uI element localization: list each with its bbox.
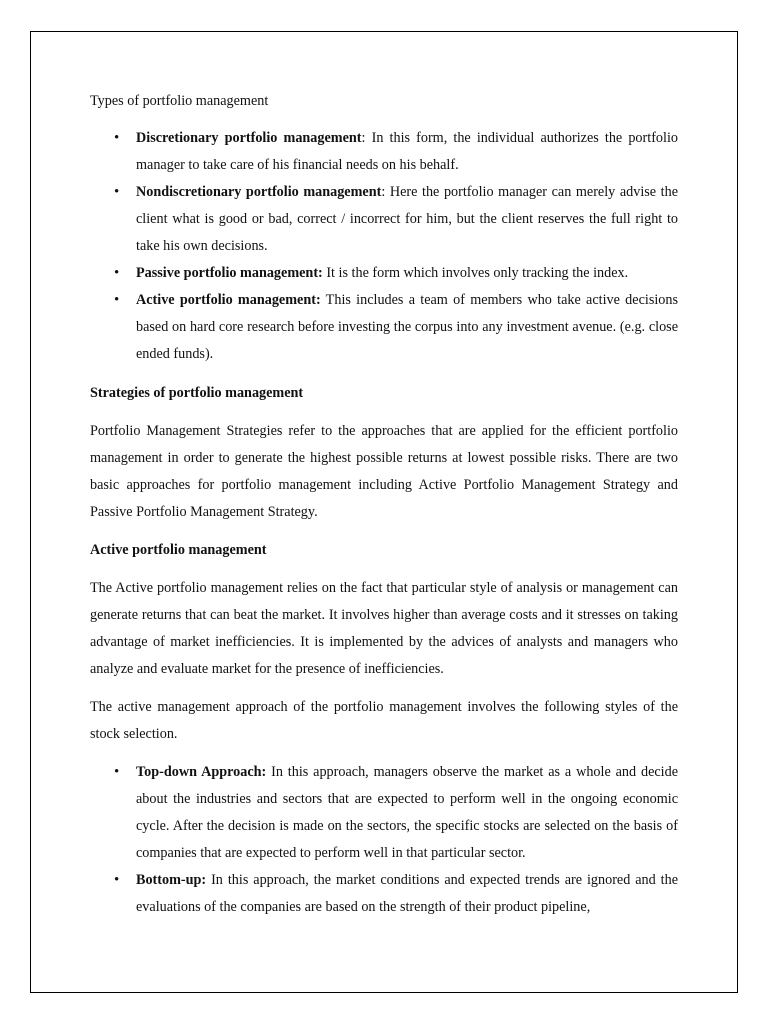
strategies-paragraph: Portfolio Management Strategies refer to the approaches that are applied for the efficient portfolio management in order to generate the highest possible returns at lowest possible risks. There are two basic approaches for portfolio management including Active Portfolio Management Strategy and Passive Portfolio Management Strategy. <box>90 423 678 520</box>
list-item-term: Discretionary portfolio management <box>136 130 362 146</box>
section-title: Types of portfolio management <box>90 93 269 109</box>
active-paragraph-1: The Active portfolio management relies on the fact that particular style of analysis or management can generate returns that can beat the market. It involves higher than average costs and it stresses on taking advantage of market inefficiencies. It is implemented by the advices of analysts and managers who analyze and evaluate market for the presence of inefficiencies. <box>90 580 678 677</box>
types-list <box>90 125 678 368</box>
list-item-text: Here the portfolio manager can merely advise the client what is good or bad, correct / incorrect for him, but the client reserves the full right to take his own decisions. <box>136 184 678 254</box>
list-item-sep: : <box>361 130 366 146</box>
active-heading: Active portfolio management <box>90 542 267 558</box>
styles-list <box>90 759 678 921</box>
list-item <box>136 759 678 867</box>
strategies-heading: Strategies of portfolio management <box>90 385 304 401</box>
list-item-text: It is the form which involves only tracking the index. <box>322 265 629 281</box>
list-item-sep: : <box>381 184 386 200</box>
list-item <box>136 867 678 921</box>
list-item-term: Nondiscretionary portfolio management <box>136 184 382 200</box>
list-item-text: This includes a team of members who take active decisions based on hard core research before investing the corpus into any investment avenue. (e.g. close ended funds). <box>136 292 678 362</box>
document-body <box>90 88 678 921</box>
list-item <box>136 125 678 179</box>
list-item-term: Active portfolio management: <box>136 292 321 308</box>
list-item-term: Bottom-up: <box>136 872 207 888</box>
list-item <box>136 287 678 368</box>
list-item-text: In this form, the individual authorizes the portfolio manager to take care of his financial needs on his behalf. <box>136 130 678 173</box>
list-item-text: In this approach, the market conditions and expected trends are ignored and the evaluations of the companies are based on the strength of their product pipeline, <box>136 872 678 915</box>
active-paragraph-2: The active management approach of the portfolio management involves the following styles of the stock selection. <box>90 699 678 742</box>
list-item-text: In this approach, managers observe the market as a whole and decide about the industries and sectors that are expected to perform well in the ongoing economic cycle. After the decision is made on the sectors, the specific stocks are selected on the basis of companies that are expected to perform well in that particular sector. <box>136 764 678 861</box>
list-item <box>136 179 678 260</box>
list-item <box>136 260 678 287</box>
list-item-term: Passive portfolio management: <box>136 265 323 281</box>
list-item-term: Top-down Approach: <box>136 764 267 780</box>
